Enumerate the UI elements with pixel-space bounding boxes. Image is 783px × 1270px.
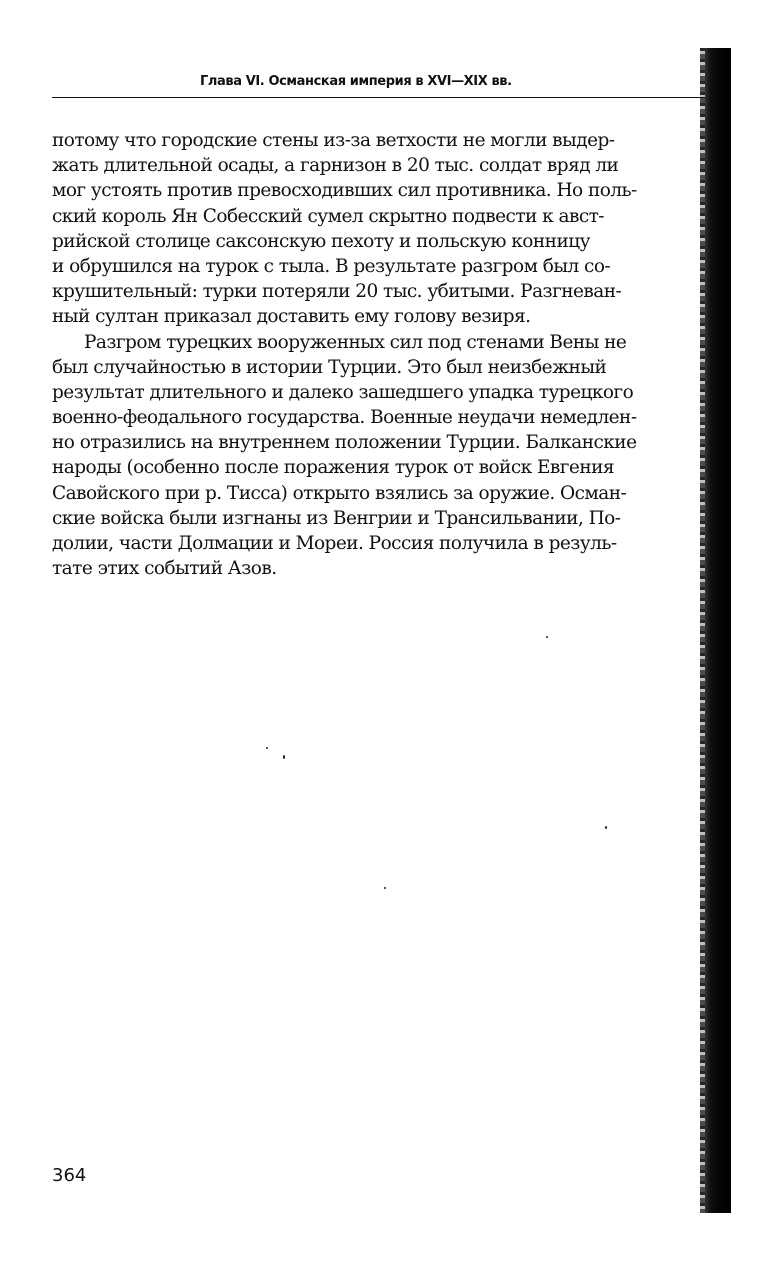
text-line: народы (особенно после поражения турок от войск Евгения xyxy=(52,457,615,479)
text-line: мог устоять против превосходивших сил противника. Но поль- xyxy=(52,180,637,202)
text-line: Савойского при р. Тисса) открыто взялись за оружие. Осман- xyxy=(52,482,627,504)
paragraph-first-line: Разгром турецких вооруженных сил под стенами Вены не xyxy=(84,331,627,353)
text-line: ские войска были изгнаны из Венгрии и Трансильвании, По- xyxy=(52,507,621,529)
page-number: 364 xyxy=(52,1165,87,1186)
text-line: тате этих событий Азов. xyxy=(52,558,277,580)
text-line: долии, части Долмации и Мореи. Россия получила в резуль- xyxy=(52,533,617,554)
text-line: ный султан приказал доставить ему голову везиря. xyxy=(52,306,531,328)
text-line: результат длительного и далеко зашедшего упадка турецкого xyxy=(52,381,634,403)
text-line: потому что городские стены из-за ветхости не могли выдер- xyxy=(52,130,615,151)
text-line: рийской столице саксонскую пехоту и польскую конницу xyxy=(52,230,590,252)
scan-speck xyxy=(605,826,607,829)
text-line: жать длительной осады, а гарнизон в 20 тыс. солдат вряд ли xyxy=(52,155,619,177)
text-line: крушительный: турки потеряли 20 тыс. убитыми. Разгневан- xyxy=(52,281,622,303)
scan-speck xyxy=(546,636,548,638)
text-line: был случайностью в истории Турции. Это был неизбежный xyxy=(52,356,607,378)
header-rule xyxy=(52,97,712,98)
text-line: ский король Ян Собесский сумел скрытно подвести к авст- xyxy=(52,205,605,227)
body-text xyxy=(52,128,783,581)
scan-binding-shadow xyxy=(705,48,731,1213)
scan-speck xyxy=(283,755,285,759)
text-line: военно-феодального государства. Военные неудачи немедлен- xyxy=(52,407,637,429)
running-head: Глава VI. Османская империя в XVI—XIX вв. xyxy=(200,74,512,89)
text-line: но отразились на внутреннем положении Турции. Балканские xyxy=(52,432,637,454)
text-line: и обрушился на турок с тыла. В результате разгром был со- xyxy=(52,255,611,277)
scan-speck xyxy=(266,747,268,749)
scan-speck xyxy=(384,887,386,889)
